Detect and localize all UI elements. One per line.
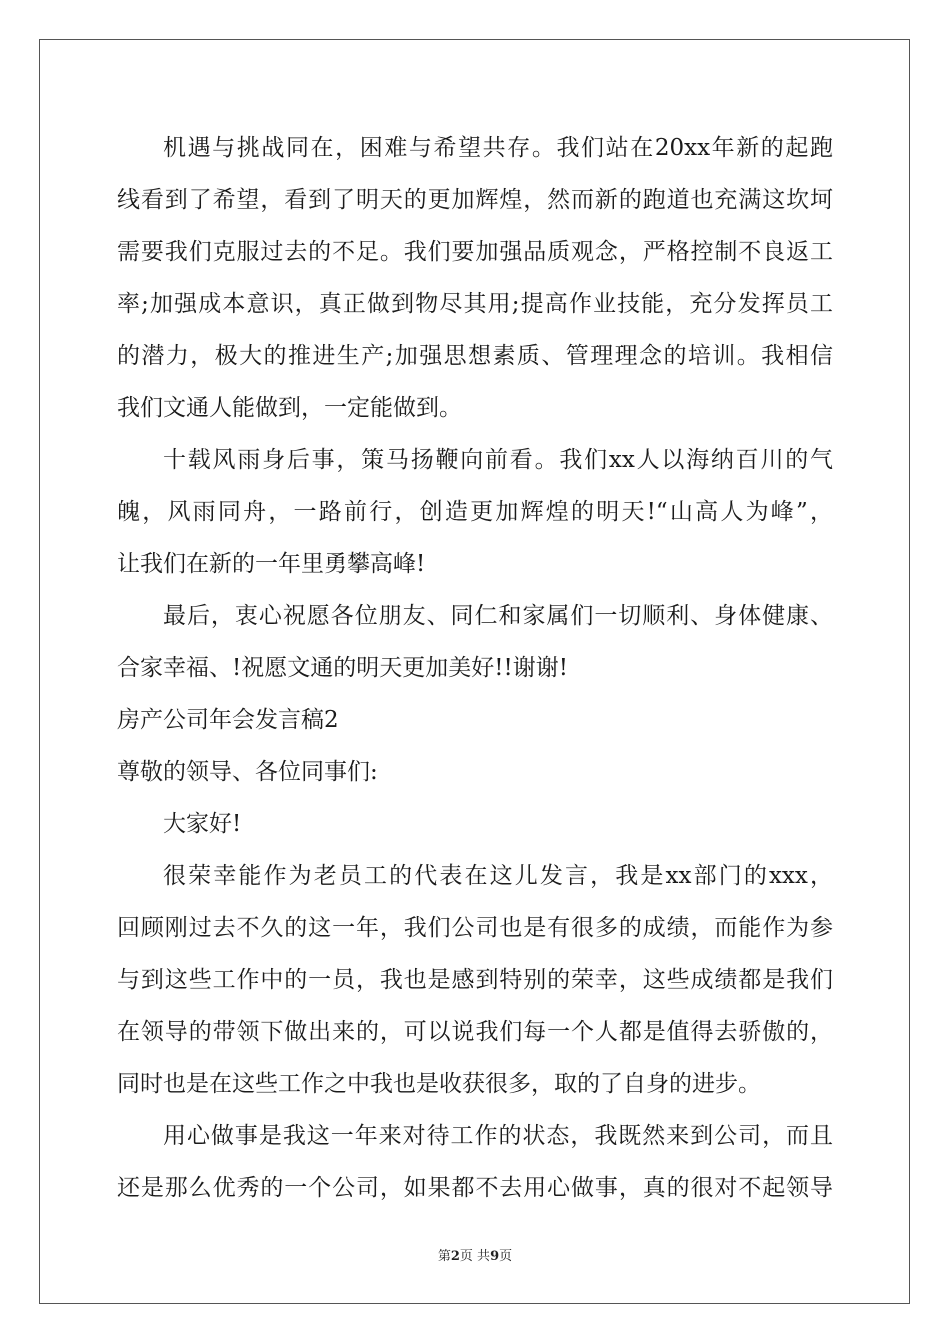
text-line: 最后，衷心祝愿各位朋友、同仁和家属们一切顺利、身体健康、 — [163, 603, 833, 629]
text-line: 线看到了希望，看到了明天的更加辉煌，然而新的跑道也充满这坎坷 — [117, 187, 833, 213]
text-line: 魄，风雨同舟，一路前行，创造更加辉煌的明天!“山高人为峰”， — [117, 499, 833, 525]
text-line: 机遇与挑战同在，困难与希望共存。我们站在20xx年新的起跑 — [163, 135, 833, 161]
salutation: 尊敬的领导、各位同事们: — [117, 759, 378, 785]
text-line: 需要我们克服过去的不足。我们要加强品质观念，严格控制不良返工 — [117, 239, 833, 265]
text-line: 的潜力，极大的推进生产;加强思想素质、管理理念的培训。我相信 — [117, 343, 833, 369]
text-line: 回顾刚过去不久的这一年，我们公司也是有很多的成绩，而能作为参 — [117, 915, 833, 941]
page-current: 2 — [450, 1249, 460, 1264]
text-line: 在领导的带领下做出来的，可以说我们每一个人都是值得去骄傲的， — [117, 1019, 833, 1045]
page-total: 9 — [490, 1249, 500, 1264]
text-line: 还是那么优秀的一个公司，如果都不去用心做事，真的很对不起领导 — [117, 1175, 833, 1201]
text-line: 很荣幸能作为老员工的代表在这儿发言，我是xx部门的xxx， — [163, 863, 833, 889]
section-heading: 房产公司年会发言稿2 — [117, 707, 339, 733]
text-line: 率;加强成本意识，真正做到物尽其用;提高作业技能，充分发挥员工 — [117, 291, 833, 317]
text-line: 同时也是在这些工作之中我也是收获很多，取的了自身的进步。 — [117, 1071, 761, 1097]
text-line: 十载风雨身后事，策马扬鞭向前看。我们xx人以海纳百川的气 — [163, 447, 833, 473]
page-footer — [0, 1248, 950, 1266]
text-line: 让我们在新的一年里勇攀高峰! — [117, 551, 426, 577]
text-line: 我们文通人能做到，一定能做到。 — [117, 395, 462, 421]
page-prefix: 第 — [437, 1249, 451, 1264]
text-line: 用心做事是我这一年来对待工作的状态，我既然来到公司，而且 — [163, 1123, 833, 1149]
page-suffix: 页 — [499, 1249, 513, 1264]
text-line: 合家幸福、!祝愿文通的明天更加美好!!谢谢! — [117, 655, 568, 681]
greeting: 大家好! — [163, 811, 242, 837]
page-mid: 页 共 — [459, 1249, 491, 1264]
text-line: 与到这些工作中的一员，我也是感到特别的荣幸，这些成绩都是我们 — [117, 967, 833, 993]
